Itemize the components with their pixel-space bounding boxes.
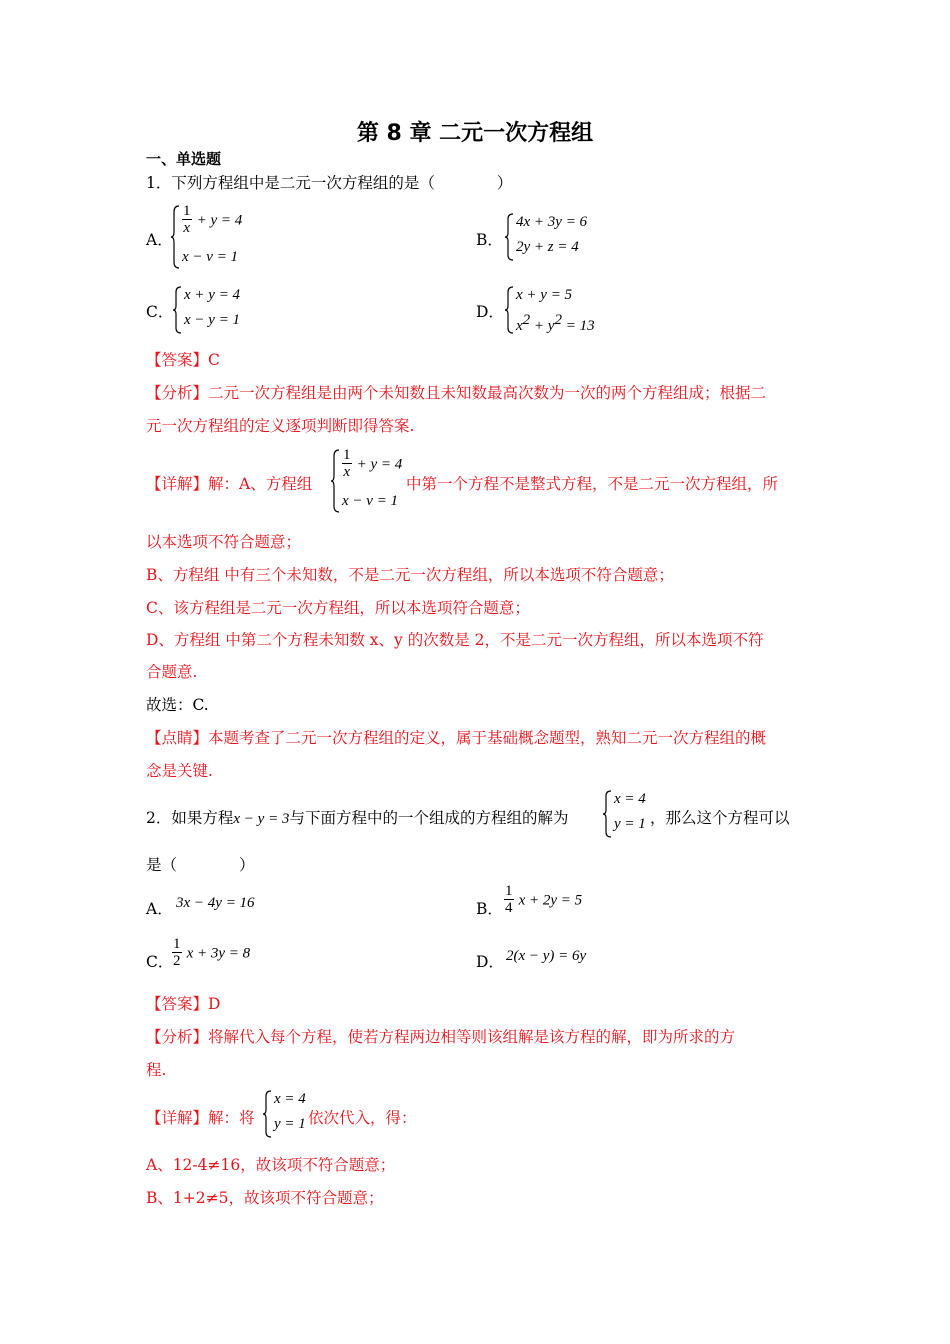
q1-detail-d-line1: D、方程组 中第二个方程未知数 x、y 的次数是 2，不是二元一次方程组，所以本选项不符 xyxy=(146,631,764,649)
q1-stem: 1．下列方程组中是二元一次方程组的是（ ） xyxy=(146,174,513,192)
d-eq2-y: + y xyxy=(530,318,555,334)
q2-answer: 【答案】D xyxy=(146,995,221,1013)
q2-analysis-line2: 程. xyxy=(146,1061,167,1079)
q1-detail-eq2: x − v = 1 xyxy=(342,493,399,509)
q2-b-numerator: 1 xyxy=(505,883,513,899)
q2-sol-eq2: y = 1 xyxy=(614,816,646,832)
q2-detail-post: 依次代入，得： xyxy=(308,1109,417,1127)
q1-option-a-system xyxy=(170,204,260,270)
q2-stem-post: ，那么这个方程可以 xyxy=(650,809,790,827)
d-eq2-eq: = 13 xyxy=(561,318,595,334)
q2-stem-eq: x − y = 3 xyxy=(233,811,290,827)
q2-analysis-line1: 【分析】将解代入每个方程，使若方程两边相等则该组解是该方程的解，即为所求的方 xyxy=(146,1028,736,1046)
page-title: 第 8 章 二元一次方程组 xyxy=(356,121,594,146)
q1-comment-line1: 【点睛】本题考查了二元一次方程组的定义，属于基础概念题型，熟知二元一次方程组的概 xyxy=(146,729,767,747)
q1-detail-denominator: x xyxy=(343,464,351,480)
q1-detail-eq1-rest: + y = 4 xyxy=(356,456,403,473)
q2-option-d-label: D． xyxy=(476,953,504,971)
d-eq2-exp1: 2 xyxy=(522,312,531,328)
q2-stem-pre: 2．如果方程 xyxy=(146,809,234,827)
q1-choose: 故选：C. xyxy=(146,696,209,714)
section-heading: 一、单选题 xyxy=(146,150,222,168)
q1-b-eq2: 2y + z = 4 xyxy=(516,239,579,255)
q1-detail-numerator: 1 xyxy=(343,447,351,463)
q2-option-b-eq xyxy=(504,884,582,916)
q1-option-c-system xyxy=(172,285,272,335)
q2-option-b-label: B． xyxy=(476,900,503,918)
q1-answer: 【答案】C xyxy=(146,351,220,369)
q2-b-denominator: 4 xyxy=(505,900,513,916)
q1-comment-line2: 念是关键. xyxy=(146,762,213,780)
q2-stem-line1 xyxy=(146,806,568,828)
q2-detail-eq2: y = 1 xyxy=(274,1116,306,1132)
brace-icon xyxy=(602,789,612,839)
q1-analysis-line1: 【分析】二元一次方程组是由两个未知数且未知数最高次数为一次的两个方程组成；根据二 xyxy=(146,384,767,402)
q1-d-eq1: x + y = 5 xyxy=(516,287,573,303)
q2-sol-eq1: x = 4 xyxy=(614,791,646,807)
q1-detail-c: C、该方程组是二元一次方程组，所以本选项符合题意； xyxy=(146,599,530,617)
brace-icon xyxy=(330,448,340,514)
q1-detail-d-line2: 合题意. xyxy=(146,663,198,681)
q2-detail-line-a: A、12-4≠16，故该项不符合题意； xyxy=(146,1156,396,1174)
q1-detail-b: B、方程组 中有三个未知数，不是二元一次方程组，所以本选项不符合题意； xyxy=(146,566,674,584)
brace-icon xyxy=(504,285,514,335)
d-eq2-exp2: 2 xyxy=(554,312,562,328)
brace-icon xyxy=(504,212,514,262)
q1-option-a-label: A． xyxy=(146,231,173,249)
q2-detail-eq1: x = 4 xyxy=(274,1091,306,1107)
q2-detail-line-b: B、1+2≠5，故该项不符合题意； xyxy=(146,1189,384,1207)
q2-stem-line2: 是（ ） xyxy=(146,856,255,874)
q1-option-c-label: C． xyxy=(146,303,174,321)
q1-option-b-label: B． xyxy=(476,231,503,249)
q2-option-d-eq: 2(x − y) = 6y xyxy=(506,948,587,964)
q2-stem-mid: 与下面方程中的一个组成的方程组的解为 xyxy=(289,809,569,827)
q1-b-eq1: 4x + 3y = 6 xyxy=(516,214,588,230)
q1-option-d-label: D． xyxy=(476,303,504,321)
q1-detail-line2: 以本选项不符合题意； xyxy=(146,533,302,551)
q2-option-c-label: C． xyxy=(146,953,174,971)
q2-option-a-eq: 3x − 4y = 16 xyxy=(176,895,255,911)
q1-detail-pre: 【详解】解：A、方程组 xyxy=(146,475,313,493)
q1-a-eq2: x − v = 1 xyxy=(182,249,239,265)
q1-d-eq2 xyxy=(516,312,595,335)
q1-analysis-line2: 元一次方程组的定义逐项判断即得答案. xyxy=(146,417,415,435)
q2-c-denominator: 2 xyxy=(173,953,181,969)
q1-a-eq1-rest: + y = 4 xyxy=(196,212,243,229)
brace-icon xyxy=(170,204,180,270)
q1-detail-system xyxy=(330,448,410,514)
q1-detail-post: 中第一个方程不是整式方程，不是二元一次方程组，所 xyxy=(406,475,779,493)
q1-c-eq2: x − y = 1 xyxy=(184,312,241,328)
q2-b-rest: x + 2y = 5 xyxy=(518,892,583,909)
brace-icon xyxy=(172,285,182,335)
d-eq2-x: x xyxy=(516,318,523,334)
q1-a-numerator: 1 xyxy=(183,203,191,219)
q1-option-b-system xyxy=(504,212,604,262)
q1-option-d-system xyxy=(504,285,614,335)
q2-option-c-eq xyxy=(172,937,250,969)
q2-option-a-label: A． xyxy=(146,900,173,918)
q1-c-eq1: x + y = 4 xyxy=(184,287,241,303)
q1-a-denominator: x xyxy=(183,220,191,236)
q2-c-numerator: 1 xyxy=(173,936,181,952)
q2-c-rest: x + 3y = 8 xyxy=(186,945,251,962)
q2-detail-pre: 【详解】解：将 xyxy=(146,1109,255,1127)
brace-icon xyxy=(262,1089,272,1139)
